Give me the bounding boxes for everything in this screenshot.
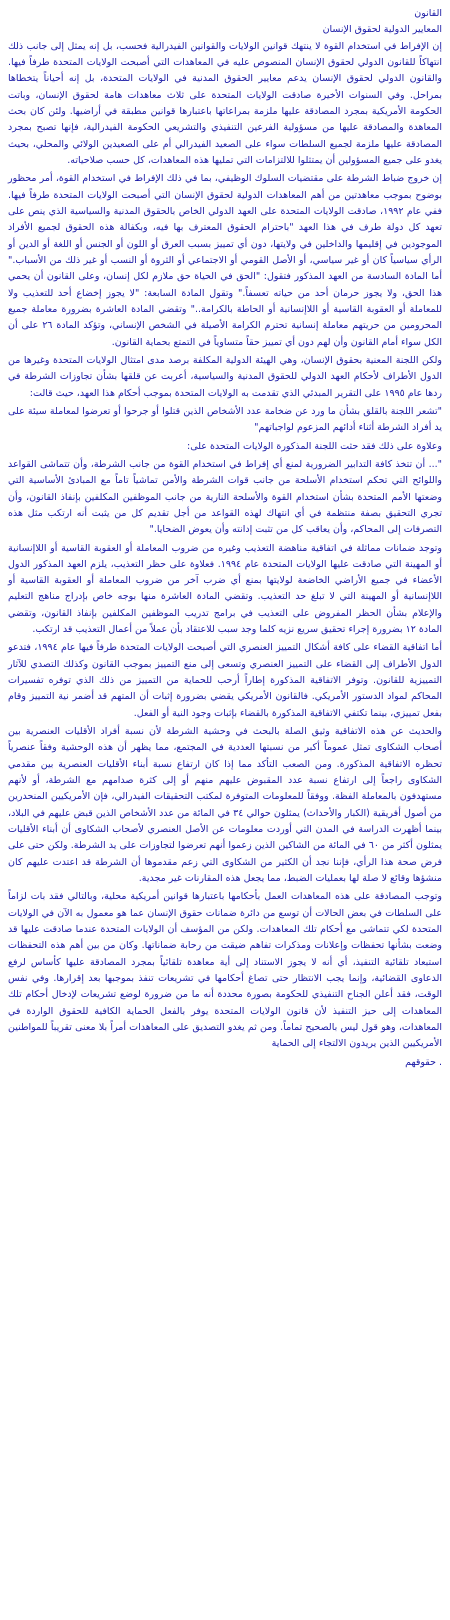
paragraph-4: وتوجد ضمانات مماثلة في اتفاقية مناهضة التعذيب وغيره من ضروب المعاملة أو العقوبة القاسية أو اللاإنسانية أو المهينة التي صادقت عليها الولايات المتحدة عام ١٩٩٤. فعلاوة على حظر التعذيب، يلزم العهد المذكور الدول الأعضاء في جميع الأراضي الخاضعة لولايتها بمنع أي ضرب آخر من ضروب المعاملة أو العقوبة القاسية أو اللاإنسانية أو المهينة التي لا تبلغ حد التعذيب. وتقضي المادة العاشرة منها بوجه خاص بإدراج مناهج التعليم والإعلام بشأن الحظر المفروض على التعذيب في برامج تدريب الموظفين المكلفين بإنفاذ القانون، وتقضي المادة ١٢ بضرورة إجراء تحقيق سريع نزيه كلما وجد سبب للاعتقاد بأن عملاً من أعمال التعذيب قد ارتكب. <box>8 542 442 636</box>
section-label: القانون <box>414 8 442 19</box>
continuation-fragment: . حقوقهم <box>405 1056 442 1068</box>
paragraph-2: إن خروج ضباط الشرطة على مقتضيات السلوك الوظيفي، بما في ذلك الإفراط في استخدام القوة، أمر محظور بوضوح بموجب معاهدتين من أهم المعاهدات الدولية لحقوق الإنسان التي أصبحت الولايات المتحدة طرفاً فيها. ففي عام ١٩٩٢، صادقت الولايات المتحدة على العهد الدولي الخاص بالحقوق المدنية والسياسية الذي ينص على تعهد كل دولة طرف في هذا العهد "باحترام الحقوق المعترف بها فيه، وبكفالة هذه الحقوق لجميع الأفراد الموجودين في إقليمها والداخلين في ولايتها، دون أي تمييز بسبب العرق أو اللون أو الجنس أو اللغة أو الدين أو الرأي سياسياً كان أو غير سياسي، أو الأصل القومي أو الاجتماعي أو الثروة أو النسب أو غير ذلك من الأسباب." أما المادة السادسة من العهد المذكور فتقول: "الحق في الحياة حق ملازم لكل إنسان، وعلى القانون أن يحمي هذا الحق، ولا يجوز حرمان أحد من حياته تعسفاً." وتقول المادة السابعة: "لا يجوز إخضاع أحد للتعذيب ولا للمعاملة أو العقوبة القاسية أو اللاإنسانية أو الحاطة بالكرامة.." وتقضي المادة العاشرة بضرورة معاملة جميع المحرومين من حريتهم معاملة إنسانية تحترم الكرامة الأصيلة في الشخص الإنساني، وتؤكد المادة ٢٦ على أن الكل سواء أمام القانون وأن لهم دون أي تمييز حقاً متساوياً في التمتع بحماية القانون. <box>8 173 443 348</box>
page-title: المعايير الدولية لحقوق الإنسان <box>322 24 442 36</box>
quote-committee-concern: "تشعر اللجنة بالقلق بشأن ما ورد عن ضخامة عدد الأشخاص الذين قتلوا أو جرحوا أو تعرضوا لمعاملة سيئة على يد أفراد الشرطة أثناء أدائهم المزعوم لواجباتهم" <box>8 405 442 434</box>
paragraph-1: إن الإفراط في استخدام القوة لا ينتهك قوانين الولايات والقوانين الفيدرالية فحسب، بل إنه يمثل إلى جانب ذلك انتهاكاً للقانون الدولي لحقوق الإنسان المنصوص عليه في المعاهدات التي أصبحت الولايات المتحدة طرفاً فيها. والقانون الدولي لحقوق الإنسان يدعم معايير الحقوق المدنية في الولايات المتحدة، بل إنه أحياناً يتخطاها بمراحل. وفي السنوات الأخيرة صادقت الولايات المتحدة على ثلاث معاهدات هامة لحقوق الإنسان، وباتت الحكومة الأمريكية بمجرد المصادقة عليها ملزمة بمراعاتها باعتبارها قوانين مطبقة في أراضيها. ولئن كان بحث المعاهدة والمصادقة عليها من مسؤولية الفرعين التنفيذي والتشريعي الحكومة الفيدرالية، فإنها تصبح بمجرد المصادقة عليها ملزمة لجميع السلطات سواء على الصعيد الفيدرالي أم على الصعيدين الولائي والمحلي، بحيث يغدو على جميع المسؤولين أن يمتثلوا للالتزامات التي تمليها هذه المعاهدات، كل حسب صلاحياته. <box>8 40 442 166</box>
paragraph-3: ولكن اللجنة المعنية بحقوق الإنسان، وهي الهيئة الدولية المكلفة برصد مدى امتثال الولايات المتحدة وغيرها من الدول الأطراف لأحكام العهد الدولي للحقوق المدنية والسياسية، أعربت عن قلقها بشأن تجاوزات الشرطة في ردها عام ١٩٩٥ على التقرير المبدئي الذي تقدمت به الولايات المتحدة بموجب أحكام هذا العهد، حيث قالت: <box>8 354 442 399</box>
quote-intro: وعلاوة على ذلك فقد حثت اللجنة المذكورة الولايات المتحدة على: <box>187 440 442 452</box>
quote-committee-recommendation: "... أن تتخذ كافة التدابير الضرورية لمنع أي إفراط في استخدام القوة من جانب الشرطة، وأن تتماشى القواعد واللوائح التي تحكم استخدام الأسلحة من جانب قوات الشرطة والأمن تماشياً تاماً مع المبادئ الأساسية التي وضعتها الأمم المتحدة بشأن استخدام القوة والأسلحة النارية من جانب الموظفين المكلفين بإنفاذ القانون، وأن تجري التحقيق بصفة منتظمة في أي انتهاك لهذه القواعد من أجل تقديم كل من يثبت أنه ارتكب مثل هذه التصرفات إلى المحاكم، وأن يعاقب كل من تثبت إدانته وأن يعوض الضحايا." <box>8 458 442 536</box>
paragraph-7: وتوجب المصادقة على هذه المعاهدات العمل بأحكامها باعتبارها قوانين أمريكية محلية، وبالتالي فقد بات لزاماً على السلطات في بعض الحالات أن توسع من دائرة ضمانات حقوق الإنسان عما هو معمول به الآن في الولايات المتحدة لكي تتماشى مع أحكام تلك المعاهدات. ولكن من المؤسف أن الولايات المتحدة عندما صادقت عليها قد وضعت بشأنها تحفظات وإعلانات ومذكرات تفاهم ضيقت من رحابة ضماناتها. وكان من بين أهم هذه التحفظات استبعاد تلقائية التنفيذ، أي أنه لا يجوز الاستناد إلى أية معاهدة تلقائياً بمجرد المصادقة عليها كأساس لرفع الدعاوى القضائية، وإنما يجب الانتظار حتى تصاغ أحكامها في تشريعات تنفذ بموجبها بعد إقرارها. وفي نفس الوقت، فقد أعلن الجناح التنفيذي للحكومة بصورة محددة أنه ما من ضرورة لوضع تشريعات لإدخال أحكام تلك المعاهدات إلى حيز التنفيذ لأن قانون الولايات المتحدة يوفر بالفعل الحماية الكافية للحقوق الواردة في المعاهدات، وهو قول ليس بالصحيح تماماً. ومن ثم يغدو التصديق على المعاهدات أمراً بلا معنى تقريباً للمواطنين الأمريكيين الذين يريدون الالتجاء إلى الحماية <box>8 891 442 1050</box>
paragraph-5: أما اتفاقية القضاء على كافة أشكال التمييز العنصري التي أصبحت الولايات المتحدة طرفاً فيها عام ١٩٩٤، فتدعو الدول الأطراف إلى القضاء على التمييز العنصري وتسعى إلى منع التمييز بموجب القانون وكذلك التصدي للآثار التمييزية للقانون. وتوفر الاتفاقية المذكورة إطاراً أرحب للحماية من التمييز من ذلك الذي توفره تفسيرات المحاكم لمواد الدستور الأمريكي. فالقانون الأمريكي يقضي بضرورة إثبات أن المتهم قد أضمر نية التمييز وقام بفعل تمييزي، بينما تكتفي الاتفاقية المذكورة بالقضاء بإثبات وجود النية أو الفعل. <box>8 642 442 719</box>
paragraph-6: والحديث عن هذه الاتفاقية وثيق الصلة بالبحث في وحشية الشرطة لأن نسبة أفراد الأقليات العنصرية بين أصحاب الشكاوى تمثل عموماً أكبر من نسبتها العددية في المجتمع، مما يظهر أن هذه الوحشية وفقاً عنصرياً تحظره الاتفاقية المذكورة. ومن الصعب التأكد مما إذا كان ارتفاع نسبة أبناء الأقليات العنصرية بين مقدمي الشكاوى راجعاً إلى ارتفاع نسبة عدد المقبوض عليهم منهم أو إلى كثرة صدامهم مع الشرطة، أو لأنهم مستهدفون بالمعاملة الفظة. ووفقاً للمعلومات المتوفرة لمكتب التحقيقات الفيدرالي، فإن الأمريكيين المنحدرين من أصول أفريقية (الكبار والأحداث) يمثلون حوالي ٣٤ في المائة من عدد الأشخاص الذين قبض عليهم في البلاد، بينما أظهرت الدراسة في المدن التي أوردت معلومات عن الأصل العنصري لأصحاب الشكاوى أن أبناء الأقليات يمثلون أكثر من ٦٠ في المائة من الشاكين الذين زعموا أنهم تعرضوا لتجاوزات على يد الشرطة. ولكن حتى على فرض صحة هذا الرأي، فإننا نجد أن الكثير من الشكاوى التي زعم مقدموها أن الشرطة قد اعتدت عليهم كان منشؤها وقائع لا صلة لها بعمليات الضبط، مما يجعل هذه المقارنات غير مجدية. <box>8 726 443 885</box>
